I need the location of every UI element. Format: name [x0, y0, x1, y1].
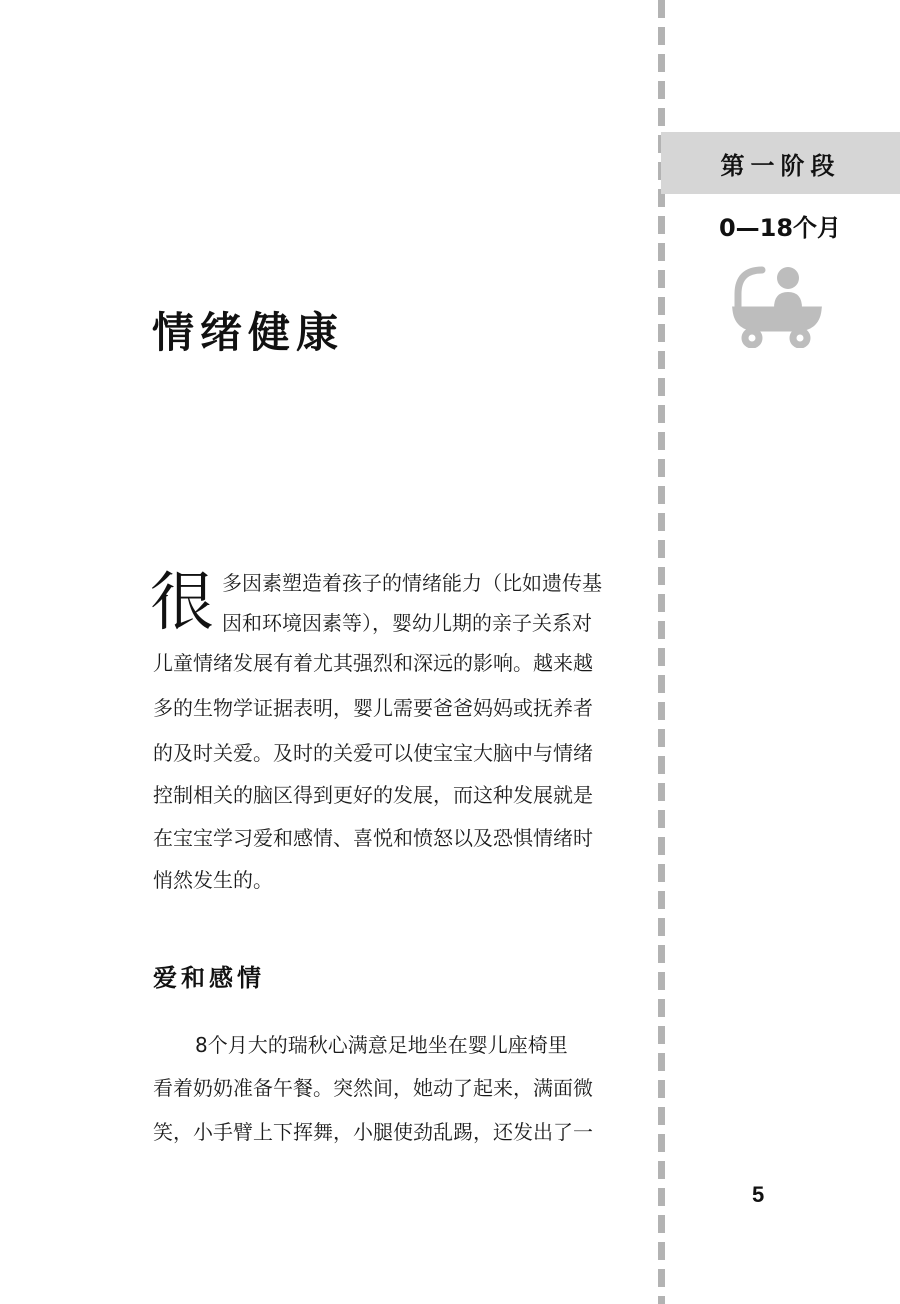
age-range-label: 0—18个月	[718, 214, 842, 242]
stroller-icon	[730, 264, 824, 348]
paragraph-line: 笑，小手臂上下挥舞，小腿使劲乱踢，还发出了一	[153, 1120, 593, 1144]
chapter-title: 情绪健康	[152, 308, 345, 357]
dashed-margin-line	[658, 0, 665, 1304]
paragraph-line: 儿童情绪发展有着尤其强烈和深远的影响。越来越	[153, 651, 593, 675]
paragraph-line: 的及时关爱。及时的关爱可以使宝宝大脑中与情绪	[153, 741, 593, 765]
paragraph-line: 悄然发生的。	[153, 868, 273, 892]
paragraph-line: 在宝宝学习爱和感情、喜悦和愤怒以及恐惧情绪时	[153, 826, 593, 850]
page-number: 5	[752, 1182, 765, 1207]
stage-tab: 第一阶段	[661, 132, 900, 194]
paragraph-line: 控制相关的脑区得到更好的发展，而这种发展就是	[153, 783, 593, 807]
paragraph-line: 多因素塑造着孩子的情绪能力（比如遗传基	[222, 571, 602, 595]
paragraph-line: 多的生物学证据表明，婴儿需要爸爸妈妈或抚养者	[153, 696, 593, 720]
paragraph-line: 看着奶奶准备午餐。突然间，她动了起来，满面微	[153, 1076, 593, 1100]
paragraph-line: 8个月大的瑞秋心满意足地坐在婴儿座椅里	[195, 1033, 568, 1057]
paragraph-line: 因和环境因素等），婴幼儿期的亲子关系对	[222, 611, 592, 635]
drop-cap: 很	[150, 566, 214, 640]
section-heading: 爱和感情	[153, 964, 265, 992]
